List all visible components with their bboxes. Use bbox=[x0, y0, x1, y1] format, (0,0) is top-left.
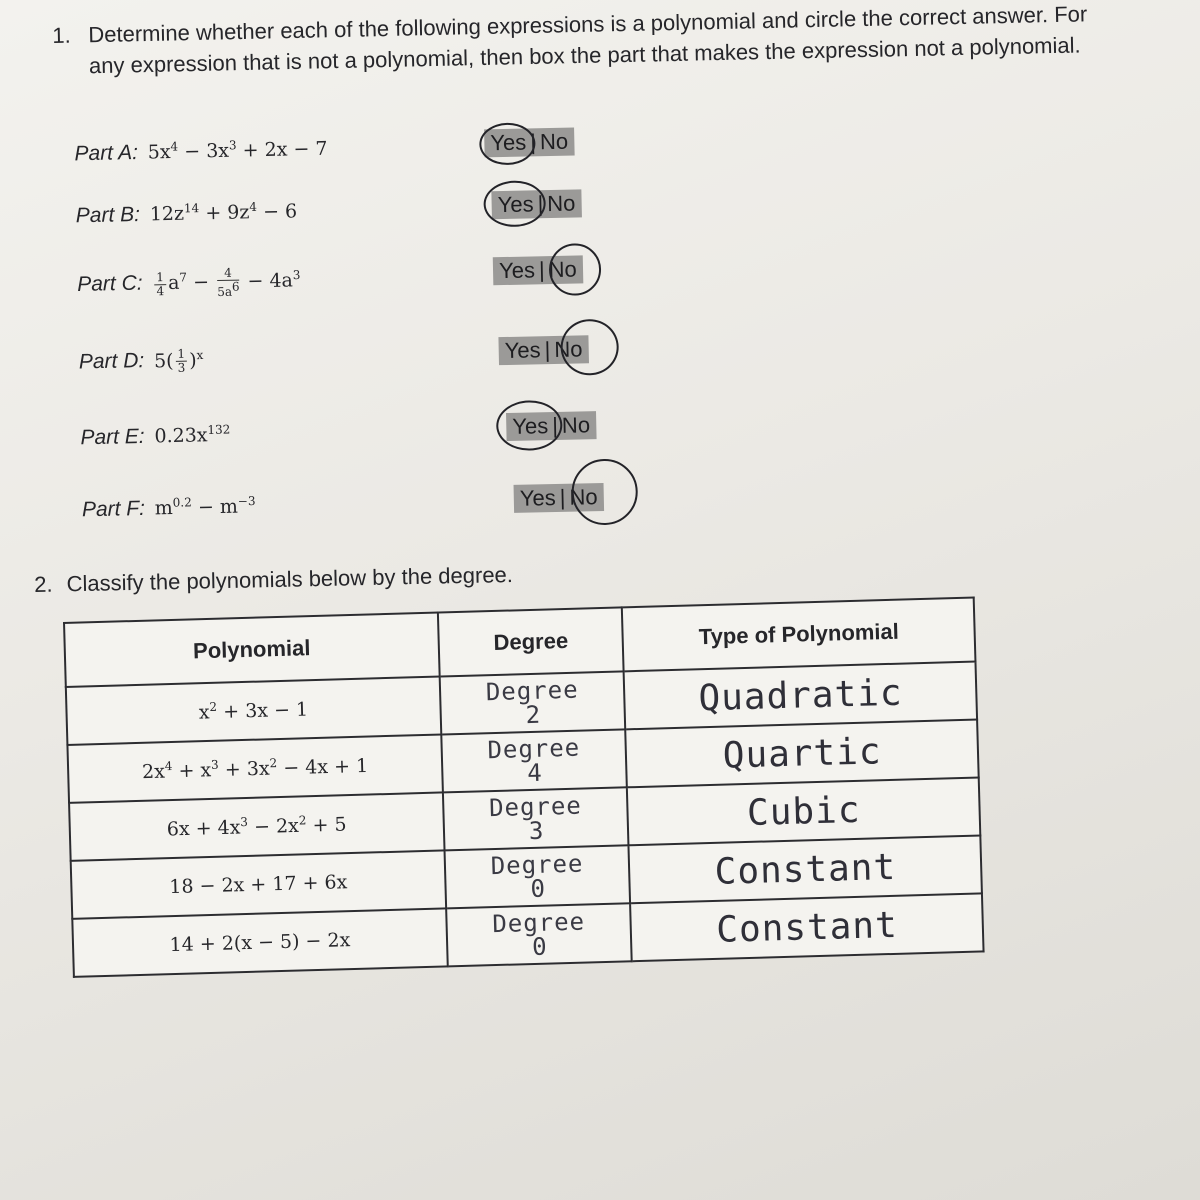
separator: | bbox=[529, 129, 537, 155]
yes-option[interactable]: Yes bbox=[519, 484, 556, 511]
header-polynomial: Polynomial bbox=[64, 613, 439, 687]
no-option[interactable]: No bbox=[548, 256, 578, 283]
question-text: Determine whether each of the following expressions is a polynomial and circle the correct answer. For any expression that is not a polynomial, then box the part that makes the expression not a polynomial. bbox=[88, 1, 1088, 79]
yes-option[interactable]: Yes bbox=[504, 337, 541, 364]
part-b-label: Part B: $12z^{14} + 9z^4 - 6$ bbox=[75, 200, 298, 228]
no-option[interactable]: No bbox=[554, 336, 583, 362]
header-degree: Degree bbox=[438, 607, 624, 676]
polynomial-cell: $x^2 + 3x - 1$ bbox=[66, 677, 441, 745]
degree-value: 4 bbox=[526, 758, 543, 788]
part-c-yes-no bbox=[493, 255, 583, 285]
yes-option[interactable]: Yes bbox=[490, 129, 527, 156]
part-f-expression: $m^{0.2} - m^{-3}$ bbox=[154, 494, 256, 520]
part-a-label: Part A: $5x^4 - 3x^3 + 2x - 7$ bbox=[74, 138, 328, 166]
part-c-row bbox=[77, 247, 678, 310]
degree-cell bbox=[443, 787, 629, 850]
separator: | bbox=[559, 484, 566, 510]
part-f-label: Part F: $m^{0.2} - m^{-3}$ bbox=[81, 494, 256, 522]
part-a-yes-no bbox=[484, 128, 574, 158]
classification-table bbox=[63, 597, 985, 978]
yes-option[interactable]: Yes bbox=[498, 257, 536, 284]
header-type: Type of Polynomial bbox=[622, 598, 975, 672]
part-d-row bbox=[78, 327, 679, 390]
part-e-label: Part E: $0.23x^{132}$ bbox=[80, 422, 231, 450]
separator: | bbox=[538, 257, 545, 283]
part-b-yes-no bbox=[491, 189, 581, 219]
type-cell: Cubic bbox=[627, 777, 980, 845]
degree-cell bbox=[446, 903, 632, 966]
polynomial-cell: 14 + 2(x − 5) − 2x bbox=[72, 908, 447, 976]
no-option[interactable]: No bbox=[561, 412, 591, 438]
part-b-expression: $12z^{14} + 9z^4 - 6$ bbox=[149, 200, 298, 226]
degree-word: Degree bbox=[488, 791, 583, 823]
degree-cell bbox=[440, 671, 626, 734]
part-a-expression: $5x^4 - 3x^3 + 2x - 7$ bbox=[147, 138, 328, 164]
type-cell: Constant bbox=[629, 835, 982, 903]
part-d-expression: 5( $\frac{1}{3}$ )$^x$ bbox=[153, 346, 204, 375]
part-e-expression: $0.23x^{132}$ bbox=[154, 422, 231, 448]
polynomial-cell: $6x + 4x^3 - 2x^2 + 5$ bbox=[69, 792, 444, 860]
type-cell: Constant bbox=[630, 893, 983, 961]
yes-option[interactable]: Yes bbox=[497, 191, 534, 218]
question-1-parts bbox=[74, 117, 683, 549]
type-cell: Quadratic bbox=[624, 662, 977, 730]
degree-cell bbox=[441, 729, 627, 792]
separator: | bbox=[537, 191, 544, 217]
no-option[interactable]: No bbox=[539, 128, 569, 155]
degree-cell bbox=[444, 845, 630, 908]
separator: | bbox=[551, 412, 559, 439]
question-number: 1. bbox=[52, 22, 71, 48]
degree-word: Degree bbox=[485, 675, 579, 707]
part-a-row bbox=[74, 119, 675, 182]
part-d-yes-no bbox=[498, 335, 588, 365]
polynomial-cell: 18 − 2x + 17 + 6x bbox=[71, 850, 446, 918]
part-b-row bbox=[75, 181, 676, 244]
degree-word: Degree bbox=[487, 733, 581, 765]
no-option[interactable]: No bbox=[546, 190, 576, 217]
question-2 bbox=[34, 562, 513, 598]
yes-option[interactable]: Yes bbox=[512, 413, 549, 439]
part-f-row bbox=[81, 475, 682, 538]
degree-word: Degree bbox=[490, 849, 584, 881]
classification-table-wrap bbox=[63, 597, 985, 978]
part-c-expression: $\frac{1}{4}$ $a^7$ − $\frac{4}{5a^6}$ − $4a^3$ bbox=[156, 265, 301, 300]
part-c-label: Part C: $\frac{1}{4}$ $a^7$ − $\frac{4}{5a^6}$ − $4a^3$ bbox=[76, 265, 301, 300]
part-f-yes-no bbox=[514, 483, 604, 513]
degree-word: Degree bbox=[491, 907, 586, 939]
degree-value: 2 bbox=[525, 700, 541, 730]
question-1 bbox=[52, 0, 1132, 79]
degree-value: 0 bbox=[530, 874, 546, 904]
polynomial-cell: $2x^4 + x^3 + 3x^2 - 4x + 1$ bbox=[67, 734, 442, 802]
part-e-yes-no bbox=[506, 411, 596, 441]
part-e-row bbox=[80, 403, 681, 466]
degree-value: 3 bbox=[528, 816, 544, 846]
question-text: Classify the polynomials below by the degree. bbox=[66, 561, 514, 597]
type-cell: Quartic bbox=[626, 720, 979, 788]
question-number: 2. bbox=[34, 571, 53, 597]
degree-value: 0 bbox=[531, 932, 547, 962]
separator: | bbox=[544, 337, 551, 363]
part-d-label: Part D: 5( $\frac{1}{3}$ )$^x$ bbox=[78, 346, 204, 375]
no-option[interactable]: No bbox=[569, 484, 598, 510]
